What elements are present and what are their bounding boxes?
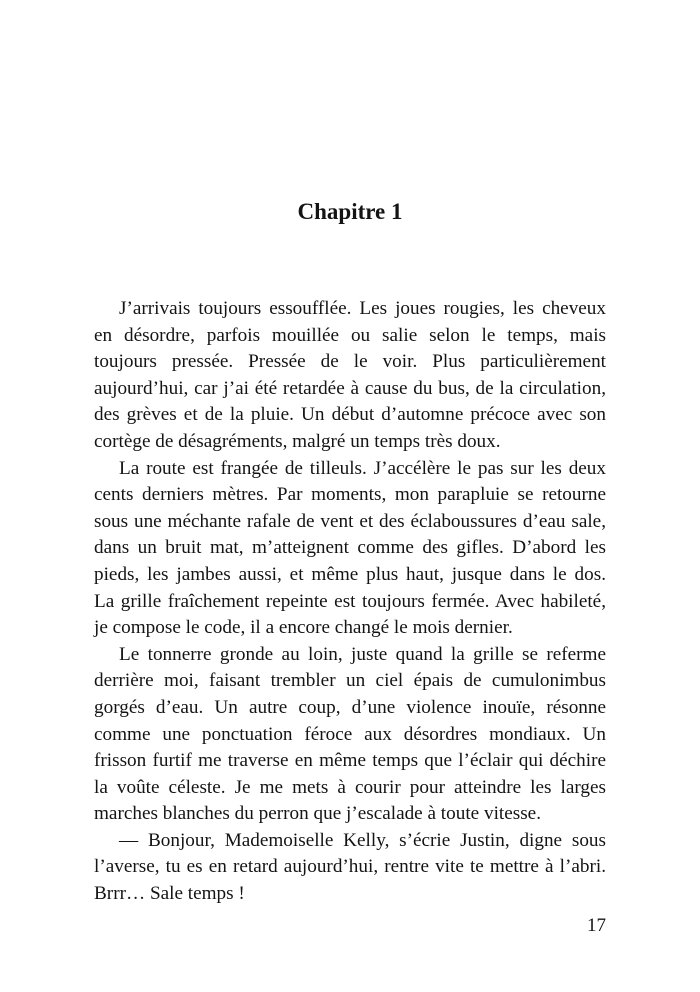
paragraph-1 bbox=[94, 296, 606, 456]
text-line: Le tonnerre gronde au loin, juste quand la grille se referme bbox=[119, 643, 606, 665]
text-line: frisson furtif me traverse en même temps que l’éclair qui déchire bbox=[94, 750, 606, 772]
text-line: — Bonjour, Mademoiselle Kelly, s’écrie Justin, digne sous bbox=[119, 829, 606, 851]
text-line: toujours pressée. Pressée de le voir. Plus particulièrement bbox=[94, 351, 606, 373]
text-line: comme une ponctuation féroce aux désordres mondiaux. Un bbox=[94, 723, 606, 745]
text-line: pieds, les jambes aussi, et même plus haut, jusque dans le dos. bbox=[94, 563, 606, 585]
text-line: dans un bruit mat, m’atteignent comme des gifles. D’abord les bbox=[94, 537, 606, 559]
text-line: cortège de désagréments, malgré un temps très doux. bbox=[94, 430, 501, 452]
chapter-body bbox=[94, 296, 606, 908]
text-line: Brrr… Sale temps ! bbox=[94, 883, 245, 905]
text-line: l’averse, tu es en retard aujourd’hui, rentre vite te mettre à l’abri. bbox=[94, 856, 606, 878]
text-line: J’arrivais toujours essoufflée. Les joues rougies, les cheveux bbox=[119, 298, 606, 319]
text-line: derrière moi, faisant trembler un ciel épais de cumulonimbus bbox=[94, 670, 606, 692]
text-line: marches blanches du perron que j’escalade à toute vitesse. bbox=[94, 803, 541, 825]
text-line: des grèves et de la pluie. Un début d’automne précoce avec son bbox=[94, 404, 606, 426]
paragraph-3 bbox=[94, 642, 606, 828]
text-line: cents derniers mètres. Par moments, mon parapluie se retourne bbox=[94, 484, 606, 506]
text-line: gorgés d’eau. Un autre coup, d’une violence inouïe, résonne bbox=[94, 696, 606, 718]
paragraph-4 bbox=[94, 828, 606, 908]
text-line: sous une méchante rafale de vent et des éclaboussures d’eau sale, bbox=[94, 510, 606, 532]
text-line: la voûte céleste. Je me mets à courir pour atteindre les larges bbox=[94, 776, 606, 798]
text-line: La route est frangée de tilleuls. J’accélère le pas sur les deux bbox=[119, 457, 606, 479]
paragraph-2 bbox=[94, 456, 606, 642]
text-line: aujourd’hui, car j’ai été retardée à cause du bus, de la circulation, bbox=[94, 377, 606, 399]
text-line: La grille fraîchement repeinte est toujours fermée. Avec habileté, bbox=[94, 590, 606, 612]
text-line: en désordre, parfois mouillée ou salie selon le temps, mais bbox=[94, 324, 606, 346]
chapter-title: Chapitre 1 bbox=[297, 199, 403, 224]
page-number: 17 bbox=[587, 915, 606, 936]
text-line: je compose le code, il a encore changé le mois dernier. bbox=[94, 617, 513, 639]
